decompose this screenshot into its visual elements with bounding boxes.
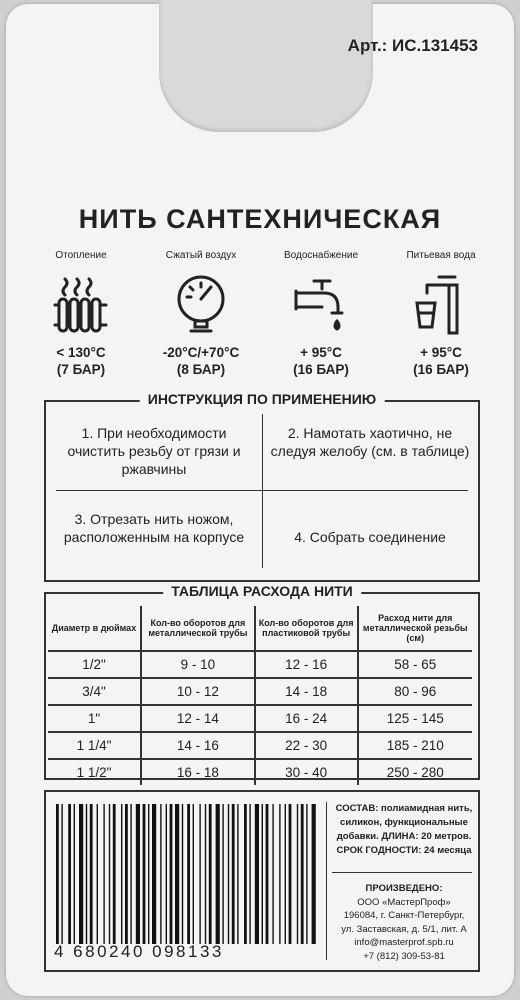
table-row (48, 705, 472, 732)
table-header: Кол-во оборотов для металлической трубы (141, 606, 255, 651)
use-temp: + 95°С (300, 345, 342, 360)
table-cell: 30 - 40 (255, 759, 358, 785)
table-cell: 12 - 14 (141, 705, 255, 732)
table-cell: 14 - 16 (141, 732, 255, 759)
table-row (48, 651, 472, 678)
table-cell: 12 - 16 (255, 651, 358, 678)
use-heating (22, 250, 140, 378)
table-header: Кол-во оборотов для пластиковой трубы (255, 606, 358, 651)
water-tap-icon (262, 264, 380, 344)
pressure-gauge-icon (142, 264, 260, 344)
table-row (48, 732, 472, 759)
table-cell: 14 - 18 (255, 678, 358, 705)
barcode (54, 804, 316, 944)
table-cell: 22 - 30 (255, 732, 358, 759)
barcode-number: 4 680240 098133 (54, 942, 224, 961)
producer-info (334, 882, 474, 963)
table-cell: 1 1/2" (48, 759, 141, 785)
table-cell: 185 - 210 (358, 732, 472, 759)
table-cell: 10 - 12 (141, 678, 255, 705)
usage-icons-row (22, 250, 500, 378)
use-label: Отопление (55, 250, 107, 261)
producer-line: 196084, г. Санкт-Петербург, (343, 910, 465, 921)
producer-line: ООО «МастерПроф» (357, 896, 451, 908)
table-title: ТАБЛИЦА РАСХОДА НИТИ (163, 583, 361, 599)
producer-line: ул. Заставская, д. 5/1, лит. А (341, 923, 467, 935)
consumption-table (48, 606, 472, 785)
table-cell: 1" (48, 705, 141, 732)
table-cell: 9 - 10 (141, 651, 255, 678)
use-label: Сжатый воздух (165, 250, 237, 261)
instruction-step: 4. Собрать соединение (294, 529, 446, 545)
article-number: Арт.: ИС.131453 (347, 36, 478, 55)
instructions-title: ИНСТРУКЦИЯ ПО ПРИМЕНЕНИЮ (140, 391, 385, 407)
table-cell: 3/4" (48, 678, 141, 705)
table-cell: 250 - 280 (358, 759, 472, 785)
info-box (44, 790, 480, 972)
instruction-step: 2. Намотать хаотично, не следуя желобу (см. в таблице) (270, 425, 470, 459)
use-pressure: (7 БАР) (56, 362, 106, 377)
table-header: Диаметр в дюймах (51, 623, 137, 633)
table-header: Расход нити для металлической резьбы (см) (358, 606, 472, 651)
use-temp: < 130°С (56, 345, 106, 360)
producer-line: +7 (812) 309-53-81 (363, 950, 445, 962)
instruction-step: 3. Отрезать нить ножом, расположенным на корпусе (63, 511, 245, 545)
instruction-step: 1. При необходимости очистить резьбу от грязи и ржавчины (67, 425, 241, 477)
use-drinking-water (382, 250, 500, 378)
table-row (48, 678, 472, 705)
hang-hole (159, 0, 373, 132)
table-cell: 16 - 18 (141, 759, 255, 785)
table-row (48, 759, 472, 785)
use-pressure: (16 БАР) (413, 362, 469, 377)
table-cell: 1/2" (48, 651, 141, 678)
faucet-glass-icon (382, 264, 500, 344)
composition-text: СОСТАВ: полиамидная нить, силикон, функциональные добавки. ДЛИНА: 20 метров. СРОК ГОДНОСТИ: 24 месяца (335, 803, 473, 856)
use-compressed-air (142, 250, 260, 378)
table-cell: 16 - 24 (255, 705, 358, 732)
use-pressure: (16 БАР) (293, 362, 349, 377)
consumption-table-box (44, 583, 480, 780)
table-cell: 80 - 96 (358, 678, 472, 705)
radiator-icon (22, 264, 140, 344)
package-card (6, 4, 514, 996)
use-label: Питьевая вода (406, 250, 476, 261)
use-temp: -20°С/+70°С (162, 345, 240, 360)
product-title: НИТЬ САНТЕХНИЧЕСКАЯ (78, 204, 442, 234)
instructions-box (44, 391, 480, 582)
table-cell: 1 1/4" (48, 732, 141, 759)
table-cell: 125 - 145 (358, 705, 472, 732)
use-water-supply (262, 250, 380, 378)
use-label: Водоснабжение (283, 250, 359, 261)
producer-title: ПРОИЗВЕДЕНО: (365, 883, 443, 894)
use-temp: + 95°С (420, 345, 462, 360)
table-cell: 58 - 65 (358, 651, 472, 678)
producer-line: info@masterprof.spb.ru (354, 937, 454, 948)
use-pressure: (8 БАР) (176, 362, 226, 377)
